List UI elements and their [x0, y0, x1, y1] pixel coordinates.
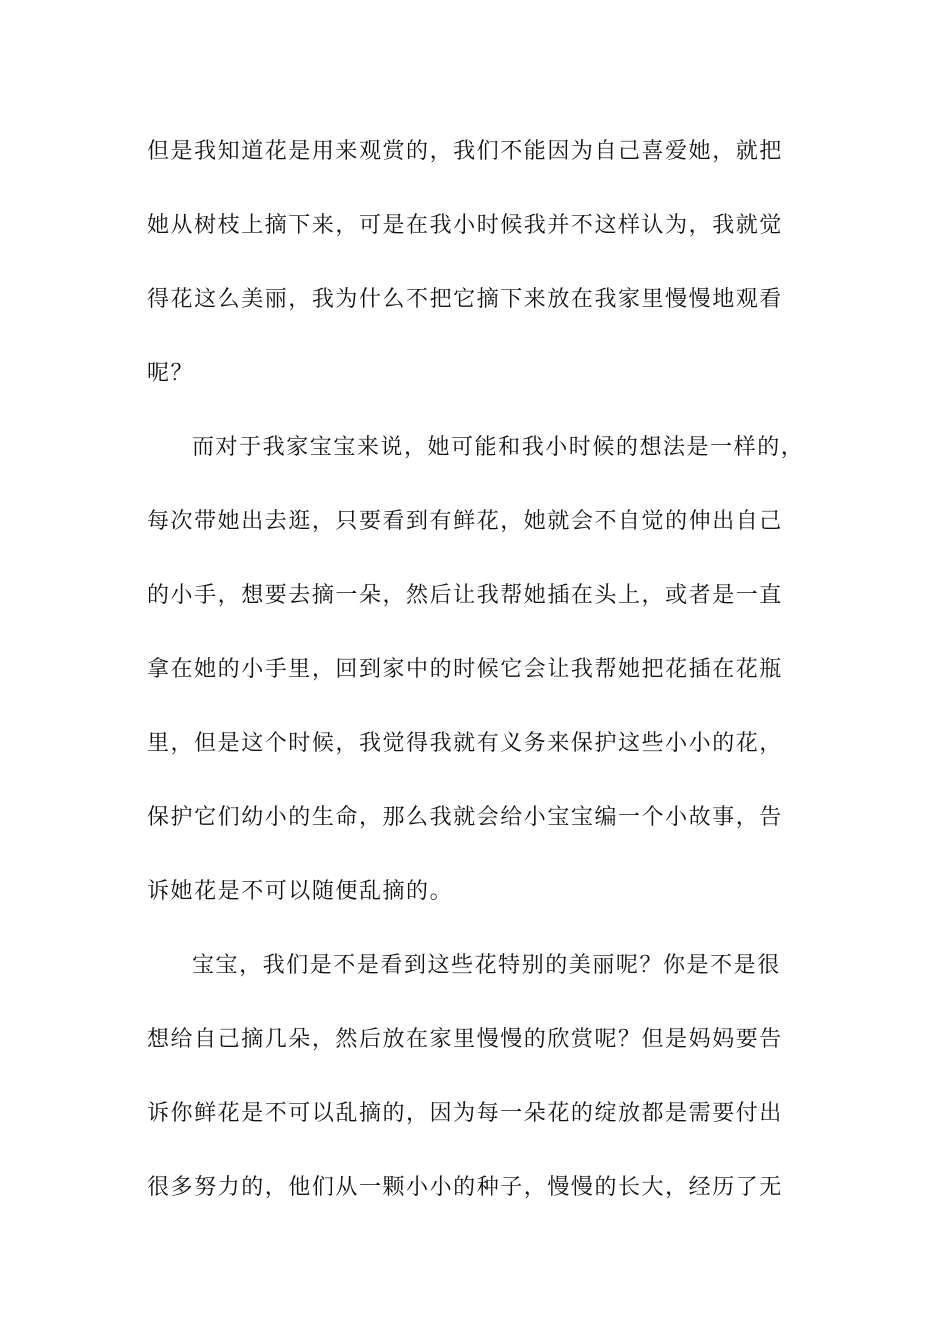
text-line: 呢？ — [147, 361, 195, 386]
text-line: 每次带她出去逛，只要看到有鲜花，她就会不自觉的伸出自己 — [147, 509, 783, 534]
text-line: 里，但是这个时候，我觉得我就有义务来保护这些小小的花， — [147, 731, 783, 756]
text-line: 很多努力的，他们从一颗小小的种子，慢慢的长大，经历了无 — [147, 1175, 783, 1200]
text-line: 但是我知道花是用来观赏的，我们不能因为自己喜爱她，就把 — [147, 139, 783, 164]
text-line: 的小手，想要去摘一朵，然后让我帮她插在头上，或者是一直 — [147, 583, 783, 608]
text-line: 拿在她的小手里，回到家中的时候它会让我帮她把花插在花瓶 — [147, 657, 783, 682]
text-line: 诉她花是不可以随便乱摘的。 — [147, 879, 454, 904]
text-line: 得花这么美丽，我为什么不把它摘下来放在我家里慢慢地观看 — [147, 287, 783, 312]
text-line: 保护它们幼小的生命，那么我就会给小宝宝编一个小故事，告 — [147, 805, 783, 830]
paragraph-first-line: 而对于我家宝宝来说，她可能和我小时候的想法是一样的， — [192, 435, 805, 460]
paragraph-first-line: 宝宝，我们是不是看到这些花特别的美丽呢？你是不是很 — [192, 953, 781, 978]
text-line: 诉你鲜花是不可以乱摘的，因为每一朵花的绽放都是需要付出 — [147, 1101, 783, 1126]
text-line: 想给自己摘几朵，然后放在家里慢慢的欣赏呢？但是妈妈要告 — [147, 1027, 783, 1052]
text-line: 她从树枝上摘下来，可是在我小时候我并不这样认为，我就觉 — [147, 213, 783, 238]
